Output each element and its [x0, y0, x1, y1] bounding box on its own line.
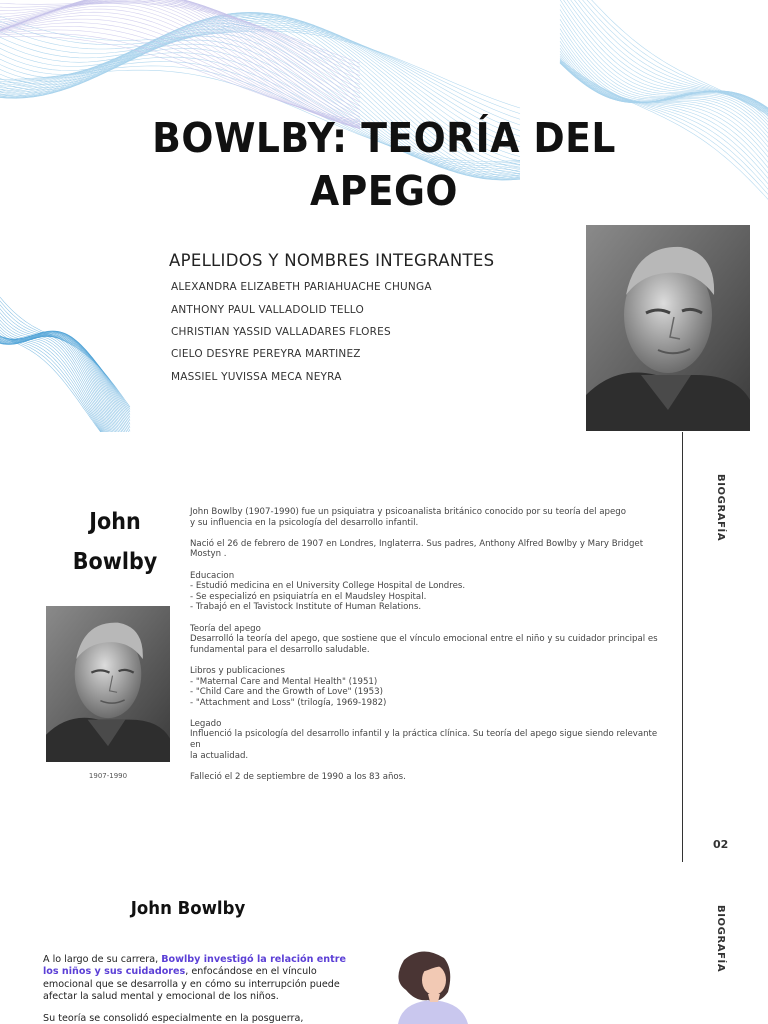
page-number: 02: [713, 838, 729, 851]
career-text: [43, 954, 353, 1024]
bio-paragraph: John Bowlby (1907-1990) fue un psiquiatra y psicoanalista británico conocido por su teoría del apego y su influencia en la psicología del desarrollo infantil.: [190, 507, 627, 528]
bio-paragraph: Teoría del apego Desarrolló la teoría del apego, que sostiene que el vínculo emocional entre el niño y su cuidador principal es fundamental para el desarrollo saludable.: [190, 623, 658, 655]
page-title: BOWLBY: TEORÍA DEL APEGO: [152, 114, 616, 215]
bio-name-heading: John Bowlby: [72, 509, 158, 575]
biography-text: [190, 507, 668, 793]
woman-illustration: [388, 950, 478, 1024]
member-name: MASSIEL YUVISSA MECA NEYRA: [171, 371, 342, 383]
biography-page: [0, 432, 768, 1024]
bio-paragraph: Libros y publicaciones - "Maternal Care and Mental Health" (1951) - "Child Care and the Growth of Love" (1953) - "Attachment and Loss" (trilogía, 1969-1982): [190, 665, 387, 708]
career-paragraph: [43, 954, 353, 1003]
members-heading: APELLIDOS Y NOMBRES INTEGRANTES: [169, 251, 495, 270]
section-label: BIOGRAFÍA: [715, 905, 726, 973]
member-name: CIELO DESYRE PEREYRA MARTINEZ: [171, 348, 361, 360]
cover-page: [0, 0, 768, 432]
career-heading: John Bowlby: [130, 898, 246, 919]
member-name: CHRISTIAN YASSID VALLADARES FLORES: [171, 326, 391, 338]
bio-paragraph: Educacion - Estudió medicina en el University College Hospital de Londres. - Se especializó en psiquiatría en el Maudsley Hospital. - Trabajó en el Tavistock Institute of Human Relations.: [190, 570, 466, 613]
bio-paragraph: Nació el 26 de febrero de 1907 en Londres, Inglaterra. Sus padres, Anthony Alfred Bowlby y Mary Bridget Mostyn .: [190, 538, 644, 560]
career-paragraph: Su teoría se consolidó especialmente en la posguerra,: [43, 1013, 304, 1024]
section-label: BIOGRAFÍA: [715, 474, 726, 542]
bio-paragraph: Falleció el 2 de septiembre de 1990 a los 83 años.: [190, 771, 406, 782]
career-text-part: , enfocándose en el vínculo emocional que se desarrolla y en cómo su interrupción puede afectar la salud mental y emocional de los niños.: [43, 966, 340, 1002]
member-name: ANTHONY PAUL VALLADOLID TELLO: [171, 304, 364, 316]
portrait-photo: [586, 225, 750, 431]
career-highlight: Bowlby investigó la relación entre los niños y sus cuidadores: [43, 954, 346, 978]
vertical-divider: [682, 432, 683, 862]
bio-paragraph: Legado Influenció la psicología del desarrollo infantil y la práctica clínica. Su teoría del apego sigue siendo relevante en la actualidad.: [190, 718, 658, 761]
photo-caption: 1907-1990: [88, 772, 128, 780]
member-name: ALEXANDRA ELIZABETH PARIAHUACHE CHUNGA: [171, 281, 432, 293]
career-text-part: A lo largo de su carrera,: [43, 954, 162, 965]
portrait-photo: [46, 606, 170, 762]
